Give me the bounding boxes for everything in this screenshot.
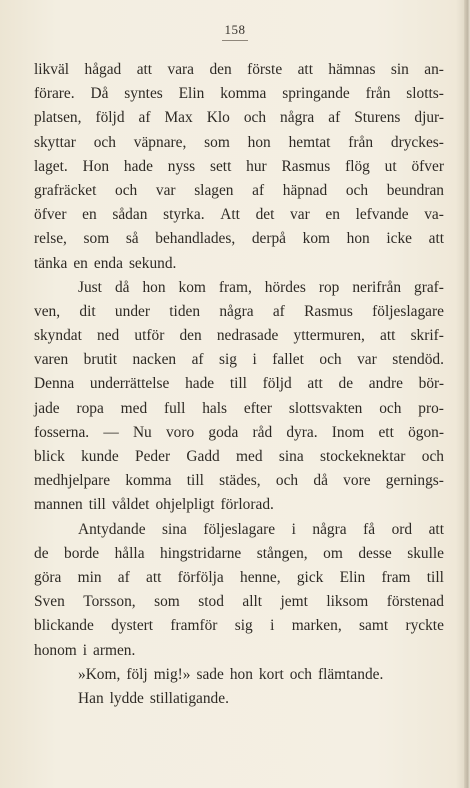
word: ut xyxy=(384,157,397,175)
word: tiden xyxy=(169,302,201,320)
word: som xyxy=(83,230,110,248)
word: och xyxy=(93,133,116,151)
word: stod xyxy=(198,593,224,611)
word: förare. xyxy=(34,85,75,103)
word: kom xyxy=(178,278,206,296)
word: flämtande. xyxy=(317,665,384,683)
word: Att xyxy=(220,206,240,224)
word: fosserna. xyxy=(34,423,90,441)
word: en xyxy=(73,254,88,272)
text-line xyxy=(34,131,444,155)
word: då xyxy=(114,278,130,296)
word: följeslagare xyxy=(372,302,444,320)
word: ven, xyxy=(34,302,61,320)
word: väpnare, xyxy=(133,133,187,151)
word: nacken xyxy=(132,351,177,369)
word: ohjelpligt xyxy=(155,496,215,514)
word: lydde xyxy=(109,689,144,707)
word: och xyxy=(345,181,369,199)
word: till xyxy=(88,496,106,514)
word: ropa xyxy=(76,399,104,417)
word: som xyxy=(154,593,180,611)
word: den xyxy=(209,61,232,78)
word: i xyxy=(82,641,88,659)
word: sig xyxy=(234,617,253,635)
word: Sturens xyxy=(354,109,401,127)
word: Torsson, xyxy=(83,593,136,611)
word: fallet xyxy=(272,351,304,369)
word: kunde xyxy=(81,448,119,465)
word: jemt xyxy=(280,593,308,611)
word: hördes xyxy=(264,278,306,296)
word: djur- xyxy=(414,109,444,127)
word: sådan xyxy=(112,206,148,224)
word: kort xyxy=(258,665,284,683)
word: nedrasade xyxy=(216,327,279,345)
text-line xyxy=(34,397,444,421)
word: framför xyxy=(170,617,218,635)
word: borde xyxy=(64,544,100,562)
word: medhjelpare xyxy=(34,472,111,490)
word: sett xyxy=(209,157,232,175)
text-line xyxy=(34,639,444,663)
word: af xyxy=(272,302,285,320)
word: och xyxy=(275,472,299,490)
word: Han xyxy=(78,689,104,707)
word: voro xyxy=(165,423,195,441)
word: att xyxy=(307,375,323,393)
word: var xyxy=(357,351,377,369)
word: Denna xyxy=(34,375,75,393)
word: öfver xyxy=(34,206,67,224)
word: hon xyxy=(142,278,166,296)
text-line xyxy=(34,179,444,203)
word: råd xyxy=(252,423,273,441)
word: hade xyxy=(123,157,153,175)
word: likväl xyxy=(34,61,70,78)
word: af xyxy=(138,109,151,127)
word: af xyxy=(328,109,341,127)
word: slagen xyxy=(194,181,234,199)
word: ett xyxy=(378,423,394,441)
word: beundran xyxy=(386,181,444,199)
word: stången, xyxy=(256,544,308,562)
word: städes, xyxy=(219,472,261,490)
text-line xyxy=(34,58,444,82)
word: Hon xyxy=(82,157,110,175)
text-line xyxy=(34,687,444,711)
word: grafräcket xyxy=(34,181,97,199)
word: stillatigande. xyxy=(149,689,229,707)
word: enda xyxy=(93,254,123,272)
word: nyss xyxy=(167,157,196,175)
word: en xyxy=(82,206,97,224)
text-line xyxy=(34,663,444,687)
word: af xyxy=(191,351,204,369)
word: sina xyxy=(162,520,187,538)
text-line xyxy=(34,324,444,348)
word: relse, xyxy=(34,230,67,248)
text-line xyxy=(34,421,444,445)
word: goda xyxy=(208,423,239,441)
word: till xyxy=(186,472,204,490)
word: ryckte xyxy=(405,617,444,635)
word: få xyxy=(363,520,376,538)
word: förstenad xyxy=(386,593,444,611)
word: ögon- xyxy=(408,423,444,441)
word: så xyxy=(125,230,139,248)
word: flög xyxy=(345,157,370,175)
word: dystert xyxy=(111,617,154,635)
word: Gadd xyxy=(186,448,220,465)
text-line xyxy=(34,252,444,276)
word: springande xyxy=(282,85,350,103)
word: i xyxy=(270,617,275,635)
word: Just xyxy=(78,278,102,296)
word: göra xyxy=(34,568,62,586)
text-line xyxy=(34,493,444,517)
word: följd xyxy=(262,375,292,393)
word: och xyxy=(421,448,444,465)
word: och xyxy=(319,351,342,369)
text-line xyxy=(34,82,444,106)
word: vara xyxy=(167,61,194,78)
word: slottsvakten xyxy=(288,399,363,417)
word: som xyxy=(204,133,230,151)
word: ord xyxy=(391,520,413,538)
text-line xyxy=(34,372,444,396)
word: liksom xyxy=(326,593,369,611)
text-line xyxy=(34,300,444,324)
word: mannen xyxy=(34,496,83,514)
word: nerifrån xyxy=(352,278,402,296)
word: från xyxy=(365,85,391,103)
text-line xyxy=(34,155,444,179)
word: att xyxy=(380,327,396,345)
word: med xyxy=(236,448,263,465)
word: komma xyxy=(220,85,267,103)
word: utför xyxy=(134,327,165,345)
word: rop xyxy=(318,278,340,296)
word: Rasmus xyxy=(304,302,353,320)
text-line xyxy=(34,203,444,227)
word: »Kom, xyxy=(78,665,121,683)
word: Rasmus xyxy=(281,157,331,175)
body-text xyxy=(34,58,444,711)
word: hågad xyxy=(84,61,122,78)
word: graf- xyxy=(414,278,444,296)
word: min xyxy=(77,568,102,586)
word: Sven xyxy=(34,593,65,611)
word: förfölja xyxy=(177,568,224,586)
word: an- xyxy=(424,61,444,78)
word: marken, xyxy=(291,617,342,635)
word: varen xyxy=(34,351,69,369)
word: det xyxy=(255,206,275,224)
text-line xyxy=(34,348,444,372)
word: följ xyxy=(126,665,148,683)
word: förste xyxy=(247,61,283,78)
word: följd xyxy=(95,109,125,127)
word: armen. xyxy=(93,641,136,659)
word: våldet xyxy=(111,496,150,514)
text-line xyxy=(34,276,444,300)
word: brutit xyxy=(83,351,118,369)
word: blickande xyxy=(34,617,94,635)
word: henne, xyxy=(240,568,281,586)
word: hade xyxy=(185,375,215,393)
word: fram xyxy=(381,568,411,586)
text-line xyxy=(34,590,444,614)
word: honom xyxy=(34,641,77,659)
word: mig!» xyxy=(153,665,191,683)
word: pro- xyxy=(418,399,444,417)
word: Antydande xyxy=(78,520,146,538)
word: platsen, xyxy=(34,109,82,127)
word: syntes xyxy=(124,85,163,103)
page-number: 158 xyxy=(224,22,246,37)
word: sade xyxy=(196,665,224,683)
word: desse xyxy=(358,544,392,562)
word: af xyxy=(252,181,265,199)
word: lefvande xyxy=(355,206,409,224)
page-edge xyxy=(464,0,470,788)
word: af xyxy=(117,568,130,586)
word: var xyxy=(155,181,176,199)
word: komma xyxy=(125,472,172,490)
word: tänka xyxy=(34,254,68,272)
word: behandlades, xyxy=(155,230,236,248)
word: ned xyxy=(97,327,120,345)
word: öfver xyxy=(411,157,444,175)
word: att xyxy=(136,61,153,78)
word: följeslagare xyxy=(203,520,276,538)
word: några xyxy=(280,109,315,127)
word: skrif- xyxy=(410,327,444,345)
word: Klo xyxy=(206,109,230,127)
word: andre xyxy=(368,375,403,393)
word: några xyxy=(219,302,254,320)
word: hingstridarne xyxy=(160,544,242,562)
text-line xyxy=(34,106,444,130)
word: jade xyxy=(34,399,60,417)
word: och xyxy=(115,181,138,199)
word: i xyxy=(291,520,296,538)
word: några xyxy=(312,520,347,538)
word: Max xyxy=(164,109,193,127)
word: allt xyxy=(242,593,263,611)
word: icke xyxy=(386,230,412,248)
text-line xyxy=(34,227,444,251)
word: och xyxy=(289,665,312,683)
word: och xyxy=(379,399,402,417)
word: sina xyxy=(278,448,304,465)
word: skyttar xyxy=(34,133,76,151)
word: dit xyxy=(79,302,96,320)
text-line xyxy=(34,445,444,469)
word: hemtat xyxy=(288,133,331,151)
word: dryckes- xyxy=(390,133,444,151)
page-number-rule xyxy=(222,40,248,41)
word: stockeknektar xyxy=(319,448,406,465)
word: kom xyxy=(302,230,330,248)
text-line xyxy=(34,614,444,638)
word: och xyxy=(243,109,267,127)
word: med xyxy=(120,399,148,417)
word: — xyxy=(103,423,119,441)
word: blick xyxy=(34,448,65,465)
word: hon xyxy=(247,133,271,151)
word: vore xyxy=(343,472,371,490)
word: skyndat xyxy=(34,327,82,345)
word: sin xyxy=(390,61,409,78)
word: gernings- xyxy=(385,472,444,490)
word: att xyxy=(145,568,162,586)
word: Inom xyxy=(331,423,365,441)
word: till xyxy=(229,375,247,393)
word: slotts- xyxy=(406,85,444,103)
word: va- xyxy=(424,206,444,224)
word: hon xyxy=(229,665,253,683)
word: sekund. xyxy=(128,254,177,272)
word: under xyxy=(114,302,150,320)
word: Då xyxy=(90,85,109,103)
word: Elin xyxy=(339,568,366,586)
word: den xyxy=(179,327,202,345)
word: skulle xyxy=(407,544,444,562)
word: sig xyxy=(219,351,238,369)
word: derpå xyxy=(251,230,286,248)
text-line xyxy=(34,469,444,493)
word: full xyxy=(163,399,186,417)
word: de xyxy=(338,375,354,393)
word: förlorad. xyxy=(220,496,274,514)
word: var xyxy=(290,206,310,224)
word: då xyxy=(313,472,328,490)
word: samt xyxy=(359,617,389,635)
text-line xyxy=(34,518,444,542)
word: häpnad xyxy=(282,181,328,199)
word: att xyxy=(428,230,444,248)
word: hon xyxy=(346,230,370,248)
word: att xyxy=(428,520,444,538)
word: en xyxy=(325,206,340,224)
word: hals xyxy=(202,399,227,417)
word: stendöd. xyxy=(392,351,444,369)
text-line xyxy=(34,566,444,590)
word: i xyxy=(252,351,257,369)
word: Peder xyxy=(135,448,171,465)
word: fram, xyxy=(218,278,252,296)
word: till xyxy=(426,568,444,586)
word: om xyxy=(323,544,343,562)
word: från xyxy=(348,133,374,151)
word: Nu xyxy=(132,423,152,441)
word: bör- xyxy=(418,375,444,393)
word: efter xyxy=(243,399,273,417)
word: hämnas xyxy=(328,61,376,78)
text-line xyxy=(34,542,444,566)
word: dyra. xyxy=(286,423,318,441)
word: hur xyxy=(246,157,267,175)
word: laget. xyxy=(34,157,68,175)
word: de xyxy=(34,544,49,562)
word: underrättelse xyxy=(89,375,170,393)
word: att xyxy=(297,61,313,78)
word: yttermuren, xyxy=(293,327,365,345)
word: styrka. xyxy=(163,206,205,224)
word: hålla xyxy=(114,544,145,562)
word: gick xyxy=(296,568,324,586)
word: Elin xyxy=(178,85,205,103)
